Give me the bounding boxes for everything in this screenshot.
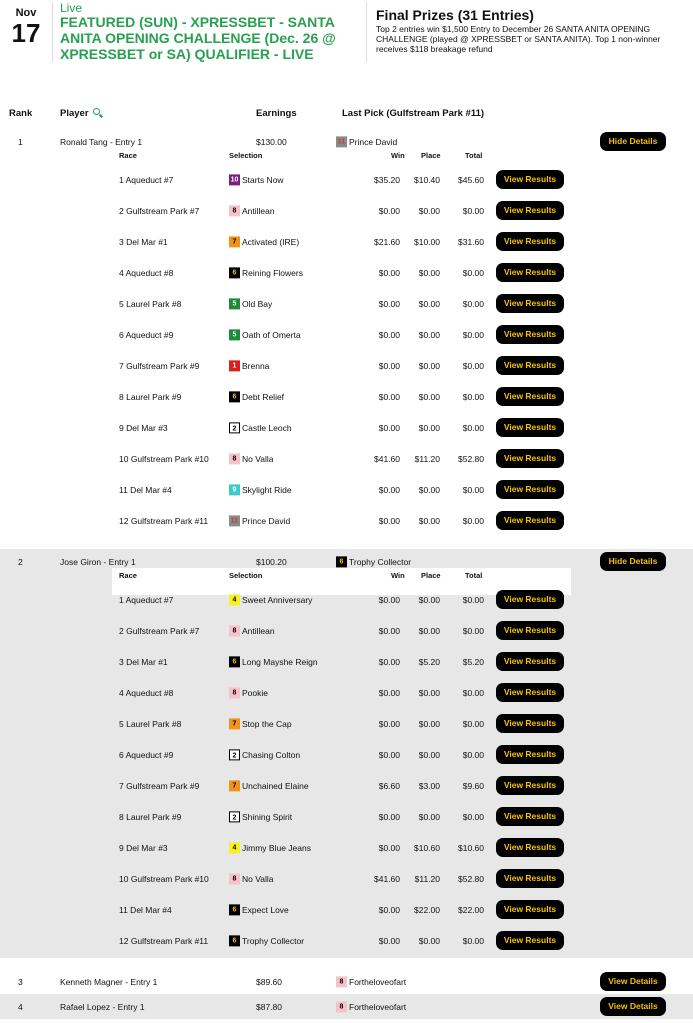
race-row bbox=[112, 739, 571, 770]
total-amount: $0.00 bbox=[462, 687, 484, 698]
total-amount: $0.00 bbox=[462, 422, 484, 433]
win-amount: $0.00 bbox=[378, 718, 400, 729]
entry-rank: 2 bbox=[18, 556, 23, 567]
prizes-title: Final Prizes (31 Entries) bbox=[376, 7, 534, 23]
win-amount: $0.00 bbox=[378, 842, 400, 853]
horse-name: Pookie bbox=[242, 687, 268, 698]
race-name: 3 Del Mar #1 bbox=[119, 656, 168, 667]
total-amount: $0.00 bbox=[462, 360, 484, 371]
race-name: 12 Gulfstream Park #11 bbox=[119, 515, 209, 526]
total-amount: $0.00 bbox=[462, 594, 484, 605]
program-number-badge: 7 bbox=[229, 780, 240, 791]
contest-header bbox=[0, 0, 693, 70]
race-row bbox=[112, 925, 571, 956]
view-results-button[interactable]: View Results bbox=[496, 590, 564, 609]
program-number-badge: 6 bbox=[229, 267, 240, 278]
total-amount: $0.00 bbox=[462, 484, 484, 495]
place-amount: $11.20 bbox=[414, 453, 440, 464]
view-results-button[interactable]: View Results bbox=[496, 418, 564, 437]
race-name: 8 Laurel Park #9 bbox=[119, 391, 182, 402]
date-month: Nov bbox=[15, 7, 37, 19]
program-number-badge: 11 bbox=[337, 138, 346, 146]
win-amount: $0.00 bbox=[378, 904, 400, 915]
col-last-pick: Last Pick (Gulfstream Park #11) bbox=[342, 108, 485, 119]
race-name: 1 Aqueduct #7 bbox=[119, 594, 174, 605]
view-results-button[interactable]: View Results bbox=[496, 294, 564, 313]
race-row bbox=[112, 646, 571, 677]
place-amount: $0.00 bbox=[418, 718, 440, 729]
win-amount: $41.60 bbox=[374, 453, 400, 464]
program-number-badge: 5 bbox=[229, 298, 240, 309]
view-results-button[interactable]: View Results bbox=[496, 263, 564, 282]
view-results-button[interactable]: View Results bbox=[496, 621, 564, 640]
race-name: 4 Aqueduct #8 bbox=[119, 267, 174, 278]
program-number-badge: 7 bbox=[229, 718, 240, 729]
win-amount: $0.00 bbox=[378, 811, 400, 822]
program-pick bbox=[229, 811, 292, 822]
horse-name: Castle Leoch bbox=[242, 422, 292, 433]
program-pick bbox=[229, 780, 309, 791]
horse-name: Starts Now bbox=[242, 174, 284, 185]
program-number-badge: 7 bbox=[229, 236, 240, 247]
place-amount: $0.00 bbox=[418, 811, 440, 822]
place-amount: $0.00 bbox=[418, 329, 440, 340]
race-row bbox=[112, 505, 571, 536]
race-name: 6 Aqueduct #9 bbox=[119, 329, 174, 340]
col-rank: Rank bbox=[9, 108, 33, 119]
place-amount: $0.00 bbox=[418, 205, 440, 216]
program-number-badge: 11 bbox=[230, 517, 239, 525]
entry-player: Kenneth Magner - Entry 1 bbox=[60, 976, 158, 987]
program-pick bbox=[229, 904, 289, 915]
horse-name: Long Mayshe Reign bbox=[242, 656, 318, 667]
win-header: Win bbox=[391, 151, 405, 160]
win-amount: $0.00 bbox=[378, 935, 400, 946]
prizes-description: Top 2 entries win $1,500 Entry to December 26 SANTA ANITA OPENING CHALLENGE (played @ XPRESSBET or SANTA ANITA). Top 1 non-winner receives $118 breakage refund bbox=[376, 24, 661, 54]
view-results-button[interactable]: View Results bbox=[496, 201, 564, 220]
program-number-badge: 6 bbox=[229, 656, 240, 667]
total-header: Total bbox=[465, 571, 483, 580]
race-row bbox=[112, 770, 571, 801]
race-row bbox=[112, 164, 571, 195]
program-pick bbox=[229, 718, 292, 729]
race-name: 1 Aqueduct #7 bbox=[119, 174, 174, 185]
horse-name: Debt Relief bbox=[242, 391, 285, 402]
program-pick bbox=[229, 687, 268, 698]
horse-name: Shining Spirit bbox=[242, 811, 293, 822]
horse-name: Chasing Colton bbox=[242, 749, 301, 760]
total-amount: $0.00 bbox=[462, 625, 484, 636]
win-header: Win bbox=[391, 571, 405, 580]
program-number-badge: 4 bbox=[229, 594, 240, 605]
horse-name: Fortheloveofart bbox=[349, 976, 407, 987]
program-pick bbox=[336, 556, 411, 567]
total-amount: $0.00 bbox=[462, 718, 484, 729]
entry-rank: 4 bbox=[18, 1001, 23, 1012]
race-row bbox=[112, 584, 571, 615]
horse-name: Antillean bbox=[242, 205, 275, 216]
program-number-badge: 6 bbox=[229, 935, 240, 946]
win-amount: $0.00 bbox=[378, 267, 400, 278]
place-amount: $0.00 bbox=[418, 298, 440, 309]
program-number-badge: 8 bbox=[336, 976, 347, 987]
race-name: 9 Del Mar #3 bbox=[119, 842, 168, 853]
program-number-badge: 8 bbox=[336, 1001, 347, 1012]
horse-name: Brenna bbox=[242, 360, 270, 371]
place-amount: $0.00 bbox=[418, 749, 440, 760]
race-name: 9 Del Mar #3 bbox=[119, 422, 168, 433]
win-amount: $0.00 bbox=[378, 298, 400, 309]
win-amount: $0.00 bbox=[378, 329, 400, 340]
program-pick bbox=[229, 236, 299, 247]
total-amount: $9.60 bbox=[462, 780, 484, 791]
race-row bbox=[112, 288, 571, 319]
horse-name: Jimmy Blue Jeans bbox=[242, 842, 311, 853]
place-amount: $3.00 bbox=[418, 780, 440, 791]
selection-header: Selection bbox=[229, 151, 263, 160]
view-results-button[interactable]: View Results bbox=[496, 869, 564, 888]
horse-name: No Valla bbox=[242, 873, 274, 884]
view-results-button[interactable]: View Results bbox=[496, 480, 564, 499]
view-results-button[interactable]: View Results bbox=[496, 387, 564, 406]
view-results-button[interactable]: View Results bbox=[496, 511, 564, 530]
program-pick bbox=[229, 625, 275, 636]
race-name: 11 Del Mar #4 bbox=[119, 484, 172, 495]
program-number-badge: 8 bbox=[229, 625, 240, 636]
program-pick bbox=[229, 749, 300, 760]
header-divider bbox=[52, 2, 53, 62]
total-amount: $52.80 bbox=[458, 873, 484, 884]
race-name: 10 Gulfstream Park #10 bbox=[119, 873, 209, 884]
race-name: 8 Laurel Park #9 bbox=[119, 811, 182, 822]
total-amount: $0.00 bbox=[462, 267, 484, 278]
race-row bbox=[112, 832, 571, 863]
view-results-button[interactable]: View Results bbox=[496, 807, 564, 826]
view-details-button[interactable]: View Details bbox=[600, 972, 666, 991]
win-amount: $0.00 bbox=[378, 687, 400, 698]
program-pick bbox=[229, 515, 290, 526]
horse-name: Unchained Elaine bbox=[242, 780, 309, 791]
program-pick bbox=[229, 453, 274, 464]
view-details-button[interactable]: View Details bbox=[600, 997, 666, 1016]
total-amount: $0.00 bbox=[462, 205, 484, 216]
race-header: Race bbox=[119, 571, 137, 580]
place-amount: $22.00 bbox=[414, 904, 440, 915]
entry-earnings: $89.60 bbox=[256, 976, 282, 987]
col-player-label: Player bbox=[60, 108, 89, 119]
program-number-badge: 2 bbox=[229, 811, 240, 822]
race-name: 12 Gulfstream Park #11 bbox=[119, 935, 209, 946]
program-pick bbox=[229, 329, 301, 340]
win-amount: $0.00 bbox=[378, 656, 400, 667]
win-amount: $0.00 bbox=[378, 391, 400, 402]
horse-name: No Valla bbox=[242, 453, 274, 464]
place-amount: $0.00 bbox=[418, 484, 440, 495]
header-divider bbox=[366, 2, 367, 62]
place-amount: $0.00 bbox=[418, 515, 440, 526]
view-results-button[interactable]: View Results bbox=[496, 838, 564, 857]
win-amount: $35.20 bbox=[374, 174, 400, 185]
win-amount: $0.00 bbox=[378, 422, 400, 433]
col-player bbox=[60, 108, 100, 119]
race-row bbox=[112, 615, 571, 646]
program-number-badge: 8 bbox=[229, 453, 240, 464]
race-name: 4 Aqueduct #8 bbox=[119, 687, 174, 698]
total-amount: $0.00 bbox=[462, 515, 484, 526]
program-number-badge: 8 bbox=[229, 687, 240, 698]
horse-name: Prince David bbox=[349, 136, 398, 147]
col-earnings: Earnings bbox=[256, 108, 297, 119]
win-amount: $0.00 bbox=[378, 205, 400, 216]
place-amount: $0.00 bbox=[418, 935, 440, 946]
horse-name: Expect Love bbox=[242, 904, 289, 915]
program-pick bbox=[336, 136, 397, 147]
entry-player: Ronald Tang - Entry 1 bbox=[60, 136, 143, 147]
program-pick bbox=[336, 1001, 406, 1012]
race-name: 7 Gulfstream Park #9 bbox=[119, 360, 200, 371]
total-amount: $22.00 bbox=[458, 904, 484, 915]
win-amount: $0.00 bbox=[378, 484, 400, 495]
race-name: 10 Gulfstream Park #10 bbox=[119, 453, 209, 464]
entry-rank: 3 bbox=[18, 976, 23, 987]
horse-name: Activated (IRE) bbox=[242, 236, 300, 247]
place-amount: $5.20 bbox=[418, 656, 440, 667]
horse-name: Antillean bbox=[242, 625, 275, 636]
win-amount: $0.00 bbox=[378, 515, 400, 526]
race-row bbox=[112, 257, 571, 288]
race-row bbox=[112, 319, 571, 350]
race-name: 5 Laurel Park #8 bbox=[119, 298, 182, 309]
program-pick bbox=[336, 976, 406, 987]
program-pick bbox=[229, 873, 274, 884]
total-amount: $45.60 bbox=[458, 174, 484, 185]
view-results-button[interactable]: View Results bbox=[496, 449, 564, 468]
entry-earnings: $100.20 bbox=[256, 556, 287, 567]
total-amount: $52.80 bbox=[458, 453, 484, 464]
search-icon[interactable] bbox=[93, 108, 100, 115]
live-status: Live bbox=[60, 1, 83, 15]
program-pick bbox=[229, 935, 304, 946]
view-results-button[interactable]: View Results bbox=[496, 170, 564, 189]
race-row bbox=[112, 381, 571, 412]
place-amount: $0.00 bbox=[418, 391, 440, 402]
horse-name: Sweet Anniversary bbox=[242, 594, 313, 605]
horse-name: Stop the Cap bbox=[242, 718, 292, 729]
place-amount: $10.60 bbox=[414, 842, 440, 853]
race-row bbox=[112, 894, 571, 925]
program-number-badge: 6 bbox=[336, 556, 347, 567]
program-number-badge: 6 bbox=[229, 391, 240, 402]
total-amount: $0.00 bbox=[462, 329, 484, 340]
program-number-badge: 10 bbox=[230, 176, 239, 184]
place-header: Place bbox=[421, 151, 441, 160]
program-pick bbox=[229, 298, 272, 309]
race-row bbox=[112, 412, 571, 443]
horse-name: Trophy Collector bbox=[242, 935, 305, 946]
place-amount: $0.00 bbox=[418, 267, 440, 278]
program-pick bbox=[229, 484, 292, 495]
program-pick bbox=[229, 267, 303, 278]
view-results-button[interactable]: View Results bbox=[496, 325, 564, 344]
view-results-button[interactable]: View Results bbox=[496, 900, 564, 919]
race-name: 11 Del Mar #4 bbox=[119, 904, 172, 915]
place-amount: $10.00 bbox=[414, 236, 440, 247]
total-amount: $0.00 bbox=[462, 391, 484, 402]
total-header: Total bbox=[465, 151, 483, 160]
program-number-badge: 4 bbox=[229, 842, 240, 853]
race-name: 7 Gulfstream Park #9 bbox=[119, 780, 200, 791]
program-number-badge: 9 bbox=[229, 484, 240, 495]
program-number-badge: 8 bbox=[229, 205, 240, 216]
race-row bbox=[112, 863, 571, 894]
race-row bbox=[112, 677, 571, 708]
race-row bbox=[112, 708, 571, 739]
view-results-button[interactable]: View Results bbox=[496, 931, 564, 950]
program-number-badge: 2 bbox=[229, 422, 240, 433]
horse-name: Fortheloveofart bbox=[349, 1001, 407, 1012]
race-header: Race bbox=[119, 151, 137, 160]
view-results-button[interactable]: View Results bbox=[496, 652, 564, 671]
race-row bbox=[112, 474, 571, 505]
place-header: Place bbox=[421, 571, 441, 580]
place-amount: $0.00 bbox=[418, 594, 440, 605]
horse-name: Trophy Collector bbox=[349, 556, 412, 567]
program-number-badge: 6 bbox=[229, 904, 240, 915]
program-pick bbox=[229, 842, 311, 853]
hide-details-button[interactable]: Hide Details bbox=[600, 552, 666, 571]
program-number-badge: 1 bbox=[229, 360, 240, 371]
win-amount: $0.00 bbox=[378, 625, 400, 636]
view-results-button[interactable]: View Results bbox=[496, 356, 564, 375]
total-amount: $0.00 bbox=[462, 811, 484, 822]
win-amount: $0.00 bbox=[378, 749, 400, 760]
total-amount: $31.60 bbox=[458, 236, 484, 247]
win-amount: $0.00 bbox=[378, 594, 400, 605]
date-day: 17 bbox=[11, 18, 41, 48]
race-name: 5 Laurel Park #8 bbox=[119, 718, 182, 729]
entry-rank: 1 bbox=[18, 136, 23, 147]
place-amount: $0.00 bbox=[418, 625, 440, 636]
entry-player: Rafael Lopez - Entry 1 bbox=[60, 1001, 145, 1012]
race-row bbox=[112, 226, 571, 257]
horse-name: Oath of Omerta bbox=[242, 329, 301, 340]
program-pick bbox=[229, 391, 284, 402]
horse-name: Prince David bbox=[242, 515, 291, 526]
program-pick bbox=[229, 205, 275, 216]
entry-earnings: $87.80 bbox=[256, 1001, 282, 1012]
race-row bbox=[112, 195, 571, 226]
place-amount: $11.20 bbox=[414, 873, 440, 884]
race-row bbox=[112, 443, 571, 474]
total-amount: $0.00 bbox=[462, 298, 484, 309]
place-amount: $10.40 bbox=[414, 174, 440, 185]
program-pick bbox=[229, 422, 292, 433]
win-amount: $21.60 bbox=[374, 236, 400, 247]
program-pick bbox=[229, 656, 318, 667]
race-name: 2 Gulfstream Park #7 bbox=[119, 625, 200, 636]
selection-header: Selection bbox=[229, 571, 263, 580]
place-amount: $0.00 bbox=[418, 422, 440, 433]
entry-earnings: $130.00 bbox=[256, 136, 287, 147]
view-results-button[interactable]: View Results bbox=[496, 745, 564, 764]
race-row bbox=[112, 801, 571, 832]
entry-row bbox=[0, 969, 693, 994]
program-number-badge: 2 bbox=[229, 749, 240, 760]
place-amount: $0.00 bbox=[418, 687, 440, 698]
view-results-button[interactable]: View Results bbox=[496, 776, 564, 795]
program-pick bbox=[229, 174, 284, 185]
hide-details-button[interactable]: Hide Details bbox=[600, 132, 666, 151]
contest-date bbox=[6, 7, 46, 47]
program-number-badge: 5 bbox=[229, 329, 240, 340]
horse-name: Old Bay bbox=[242, 298, 273, 309]
program-number-badge: 8 bbox=[229, 873, 240, 884]
place-amount: $0.00 bbox=[418, 360, 440, 371]
view-results-button[interactable]: View Results bbox=[496, 683, 564, 702]
race-row bbox=[112, 350, 571, 381]
win-amount: $0.00 bbox=[378, 360, 400, 371]
horse-name: Reining Flowers bbox=[242, 267, 303, 278]
total-amount: $10.60 bbox=[458, 842, 484, 853]
entry-player: Jose Giron - Entry 1 bbox=[60, 556, 136, 567]
win-amount: $41.60 bbox=[374, 873, 400, 884]
view-results-button[interactable]: View Results bbox=[496, 714, 564, 733]
race-name: 3 Del Mar #1 bbox=[119, 236, 168, 247]
total-amount: $5.20 bbox=[462, 656, 484, 667]
program-pick bbox=[229, 360, 269, 371]
race-name: 6 Aqueduct #9 bbox=[119, 749, 174, 760]
win-amount: $6.60 bbox=[378, 780, 400, 791]
total-amount: $0.00 bbox=[462, 935, 484, 946]
contest-title: FEATURED (SUN) - XPRESSBET - SANTA ANITA OPENING CHALLENGE (Dec. 26 @ XPRESSBET or SA) QUALIFIER - LIVE bbox=[60, 14, 336, 62]
horse-name: Skylight Ride bbox=[242, 484, 292, 495]
total-amount: $0.00 bbox=[462, 749, 484, 760]
view-results-button[interactable]: View Results bbox=[496, 232, 564, 251]
entry-row bbox=[0, 994, 693, 1019]
program-pick bbox=[229, 594, 312, 605]
race-name: 2 Gulfstream Park #7 bbox=[119, 205, 200, 216]
